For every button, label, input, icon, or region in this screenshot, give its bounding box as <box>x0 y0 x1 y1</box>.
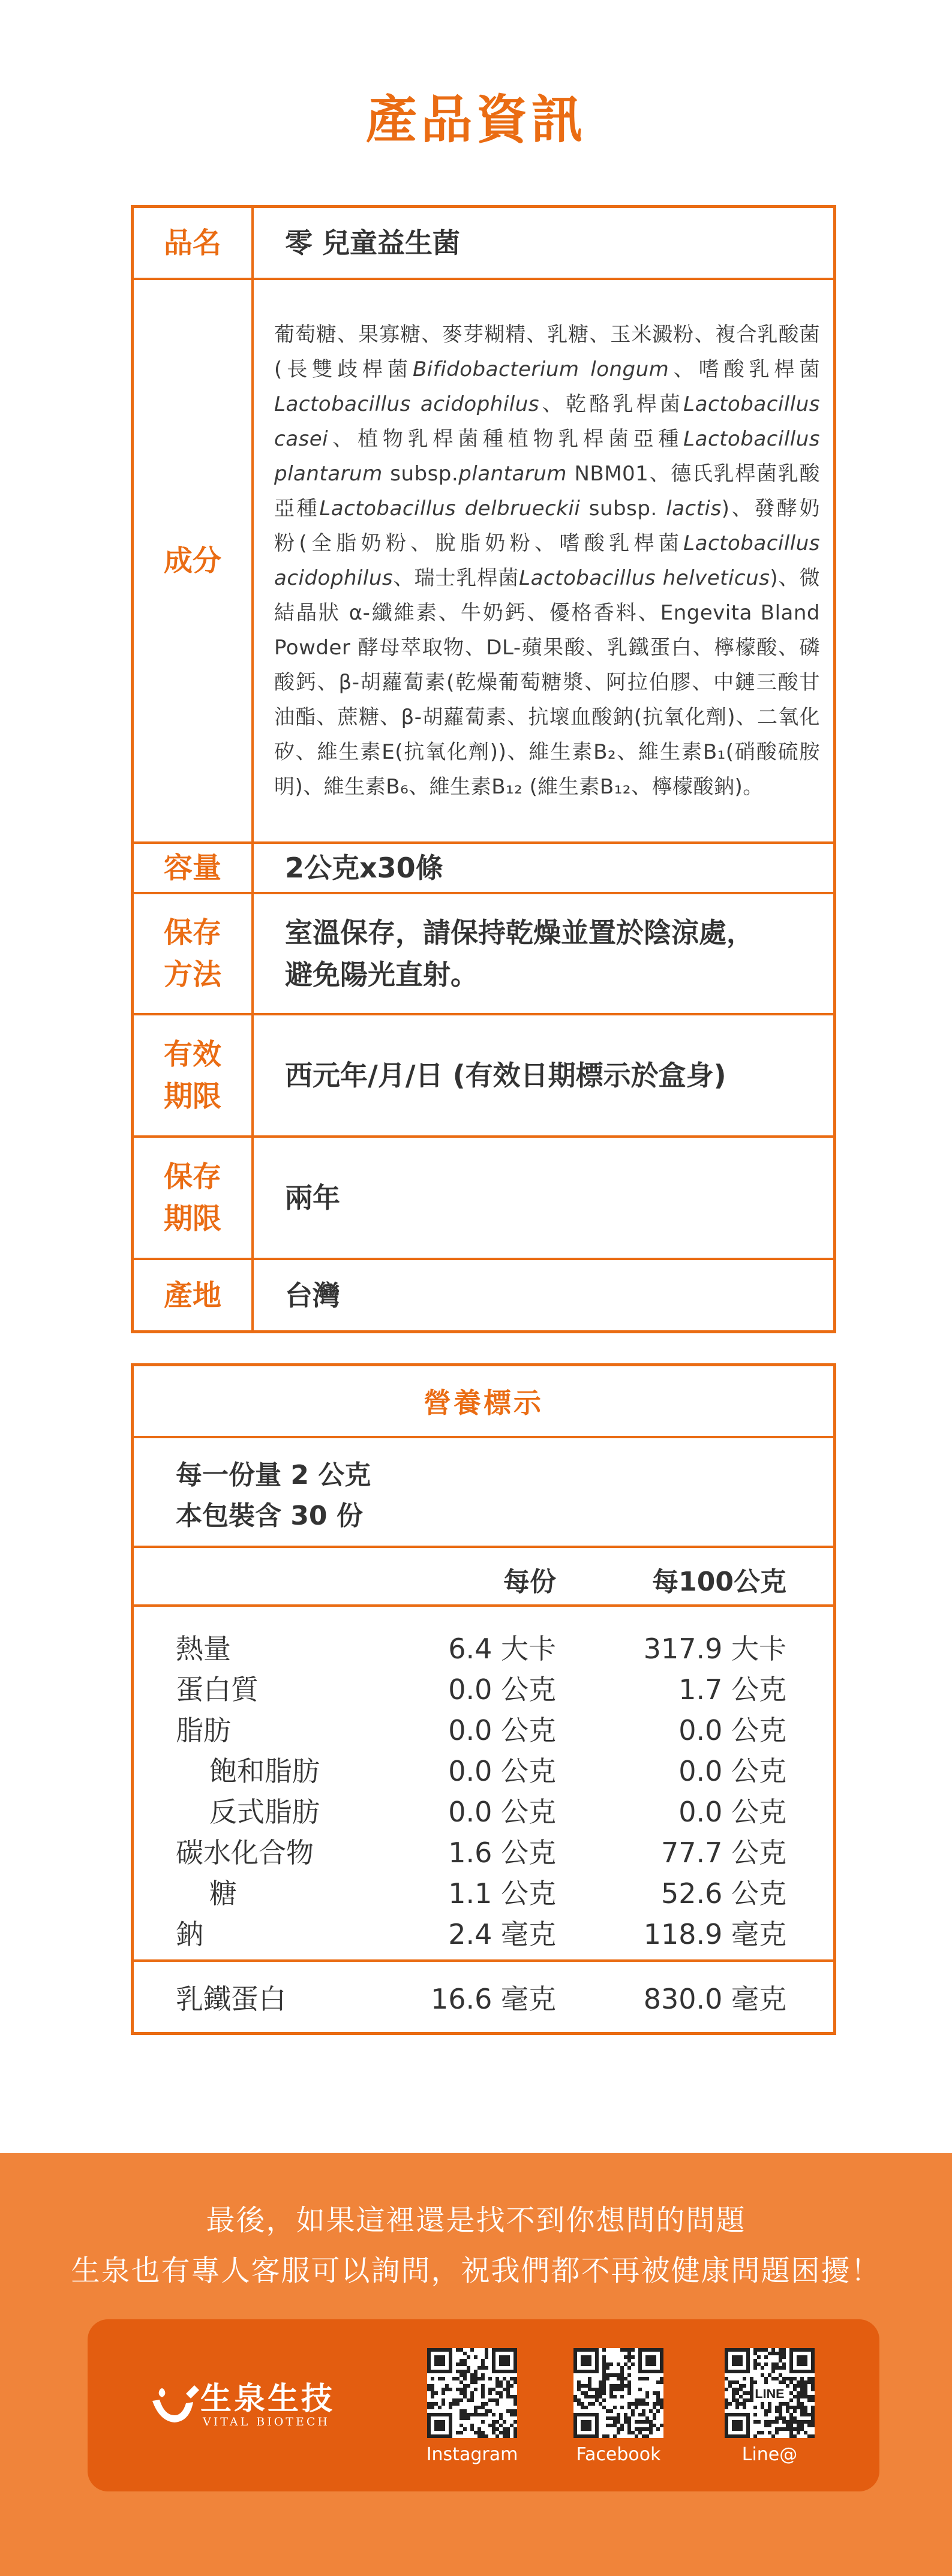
lactoferrin-name: 乳鐵蛋白 <box>176 1983 286 2015</box>
ingredient-text: subsp. <box>580 497 666 521</box>
ingredient-latin-name: Lactobacillus acidophilus <box>274 531 820 590</box>
nutrition-title: 營養標示 <box>134 1366 833 1438</box>
drop-logo-icon <box>142 2372 208 2438</box>
facebook-qr-code[interactable] <box>573 2348 663 2438</box>
nutrient-name: 飽和脂肪 <box>209 1755 320 1787</box>
brand-name: 生泉生技 <box>200 2381 335 2417</box>
line-qr-text: LINE <box>755 2385 785 2401</box>
nutrition-table <box>131 1363 836 2035</box>
nutrient-per-serving: 0.0 公克 <box>448 1755 556 1787</box>
footer-line1: 最後，如果這裡還是找不到你想問的問題 <box>206 2204 746 2237</box>
product-info-table <box>131 205 836 1333</box>
info-row-storage <box>134 894 833 1015</box>
serving-size: 每一份量 2 公克 <box>176 1460 371 1490</box>
footer-line2: 生泉也有專人客服可以詢問，祝我們都不再被健康問題困擾！ <box>71 2254 881 2288</box>
ingredient-latin-name: Lactobacillus plantarum <box>274 427 820 486</box>
nutrient-per-100g: 1.7 公克 <box>678 1673 786 1706</box>
nutrient-per-100g: 118.9 毫克 <box>643 1918 786 1950</box>
ingredients-paragraph <box>274 317 820 804</box>
ingredient-text: subsp. <box>382 462 459 486</box>
nutrient-name: 熱量 <box>176 1633 231 1665</box>
nutrition-row <box>134 1750 833 1790</box>
col-per-100g: 每100公克 <box>652 1567 786 1597</box>
info-label-origin: 產地 <box>134 1260 254 1330</box>
ingredient-latin-name: plantarum <box>458 462 567 486</box>
ingredient-latin-name: lactis <box>666 497 722 521</box>
nutrient-per-serving: 1.6 公克 <box>448 1836 556 1869</box>
info-label-shelf-line1: 保存 <box>163 1160 221 1194</box>
ingredient-text: 、植物乳桿菌種植物乳桿菌亞種 <box>328 427 684 451</box>
ingredient-text: )、微結晶狀 α-纖維素、牛奶鈣、優格香料、Engevita Bland Powder 酵母萃取物、DL-蘋果酸、乳鐵蛋白、檸檬酸、磷酸鈣、β-胡蘿蔔素(乾燥葡萄糖漿、阿拉伯膠、中鏈三酸甘油酯、蔗糖、β-胡蘿蔔素、抗壞血酸鈉(抗氧化劑)、二氧化矽、維生素E(抗氧化劑))、維生素B₂、維生素B₁(硝酸硫胺明)、維生素B₆、維生素B₁₂ (維生素B₁₂、檸檬酸鈉)。 <box>274 566 821 799</box>
ingredient-latin-name: Bifidobacterium longum <box>412 357 669 381</box>
info-label-ingredients: 成分 <box>134 280 254 841</box>
nutrient-per-serving: 0.0 公克 <box>448 1673 556 1706</box>
ingredients-text <box>254 280 833 841</box>
info-label-shelf-life <box>134 1138 254 1258</box>
lactoferrin-per-serving: 16.6 毫克 <box>430 1983 556 2015</box>
brand-logo <box>142 2372 370 2438</box>
nutrient-per-100g: 0.0 公克 <box>678 1714 786 1747</box>
info-label-name: 品名 <box>134 208 254 278</box>
ingredient-text: NBM01、德氏乳桿菌乳酸亞種 <box>274 462 820 521</box>
storage-line2: 避免陽光直射。 <box>285 958 478 991</box>
instagram-label[interactable]: Instagram <box>426 2444 518 2465</box>
ingredient-latin-name: Lactobacillus casei <box>274 392 820 451</box>
nutrient-per-100g: 0.0 公克 <box>678 1796 786 1828</box>
info-row-volume <box>134 844 833 894</box>
nutrition-rows <box>134 1607 833 1962</box>
info-label-storage <box>134 894 254 1013</box>
nutrient-per-serving: 1.1 公克 <box>448 1877 556 1910</box>
info-value-expiry: 西元年/月/日 (有效日期標示於盒身) <box>285 1059 726 1092</box>
info-label-storage-line2: 方法 <box>163 958 221 991</box>
nutrient-per-serving: 0.0 公克 <box>448 1714 556 1747</box>
instagram-qr-code[interactable] <box>427 2348 517 2438</box>
info-value-volume: 2公克x30條 <box>285 852 443 884</box>
nutrition-row <box>134 1709 833 1750</box>
nutrition-row <box>134 1668 833 1709</box>
nutrient-name: 反式脂肪 <box>209 1796 320 1828</box>
facebook-label[interactable]: Facebook <box>576 2444 661 2465</box>
nutrient-per-100g: 0.0 公克 <box>678 1755 786 1787</box>
info-row-ingredients <box>134 280 833 844</box>
info-label-expiry-line1: 有效 <box>163 1038 221 1071</box>
nutrient-name: 鈉 <box>176 1918 203 1950</box>
info-value-name: 零 兒童益生菌 <box>285 227 461 259</box>
info-row-shelf-life <box>134 1138 833 1260</box>
info-row-expiry <box>134 1015 833 1138</box>
ingredient-text: 葡萄糖、果寡糖、麥芽糊精、乳糖、玉米澱粉、複合乳酸菌(長雙歧桿菌 <box>274 323 820 381</box>
servings-per-package: 本包裝含 30 份 <box>176 1501 363 1531</box>
nutrition-row <box>134 1790 833 1831</box>
footer-message <box>0 2195 952 2296</box>
nutrition-row <box>134 1913 833 1953</box>
info-label-expiry-line2: 期限 <box>163 1080 221 1113</box>
nutrition-row <box>134 1872 833 1913</box>
lactoferrin-per-100g: 830.0 毫克 <box>643 1983 786 2015</box>
ingredient-latin-name: Lactobacillus helveticus <box>519 566 770 590</box>
ingredient-latin-name: Lactobacillus delbrueckii <box>319 497 581 521</box>
nutrient-per-serving: 2.4 毫克 <box>448 1918 556 1950</box>
info-label-volume: 容量 <box>134 844 254 892</box>
nutrient-per-100g: 317.9 大卡 <box>643 1633 786 1665</box>
nutrient-per-100g: 77.7 公克 <box>660 1836 786 1869</box>
nutrition-row <box>134 1831 833 1872</box>
info-label-storage-line1: 保存 <box>163 916 221 949</box>
info-value-shelf-life: 兩年 <box>285 1182 340 1214</box>
nutrient-per-serving: 0.0 公克 <box>448 1796 556 1828</box>
nutrient-name: 脂肪 <box>176 1714 231 1747</box>
footer <box>0 2153 952 2576</box>
line-label[interactable]: Line@ <box>741 2444 798 2465</box>
ingredient-text: 、嗜酸乳桿菌 <box>669 357 821 381</box>
nutrient-name: 糖 <box>209 1877 237 1910</box>
ingredient-text: 、瑞士乳桿菌 <box>393 566 519 590</box>
serving-info <box>134 1438 833 1548</box>
info-value-storage <box>254 894 833 1013</box>
ingredient-latin-name: Lactobacillus acidophilus <box>274 392 540 416</box>
line-qr-code[interactable] <box>725 2348 815 2438</box>
ingredient-text: 、乾酪乳桿菌 <box>539 392 684 416</box>
col-per-serving: 每份 <box>503 1567 556 1597</box>
info-row-name <box>134 208 833 280</box>
contact-card <box>88 2319 879 2491</box>
lactoferrin-row <box>134 1962 833 2029</box>
brand-subtitle: VITAL BIOTECH <box>203 2415 330 2428</box>
nutrient-per-serving: 6.4 大卡 <box>448 1633 556 1665</box>
nutrition-row <box>134 1627 833 1668</box>
info-label-shelf-line2: 期限 <box>163 1202 221 1236</box>
nutrient-per-100g: 52.6 公克 <box>660 1877 786 1910</box>
nutrient-name: 碳水化合物 <box>176 1836 314 1869</box>
info-label-expiry <box>134 1015 254 1135</box>
nutrient-name: 蛋白質 <box>176 1673 259 1706</box>
nutrition-column-headers <box>134 1548 833 1607</box>
info-row-origin <box>134 1260 833 1330</box>
info-value-origin: 台灣 <box>285 1279 340 1312</box>
ingredient-text: )、發酵奶粉(全脂奶粉、脫脂奶粉、嗜酸乳桿菌 <box>274 497 821 555</box>
storage-line1: 室溫保存，請保持乾燥並置於陰涼處， <box>285 916 754 949</box>
page-title: 產品資訊 <box>365 90 587 150</box>
